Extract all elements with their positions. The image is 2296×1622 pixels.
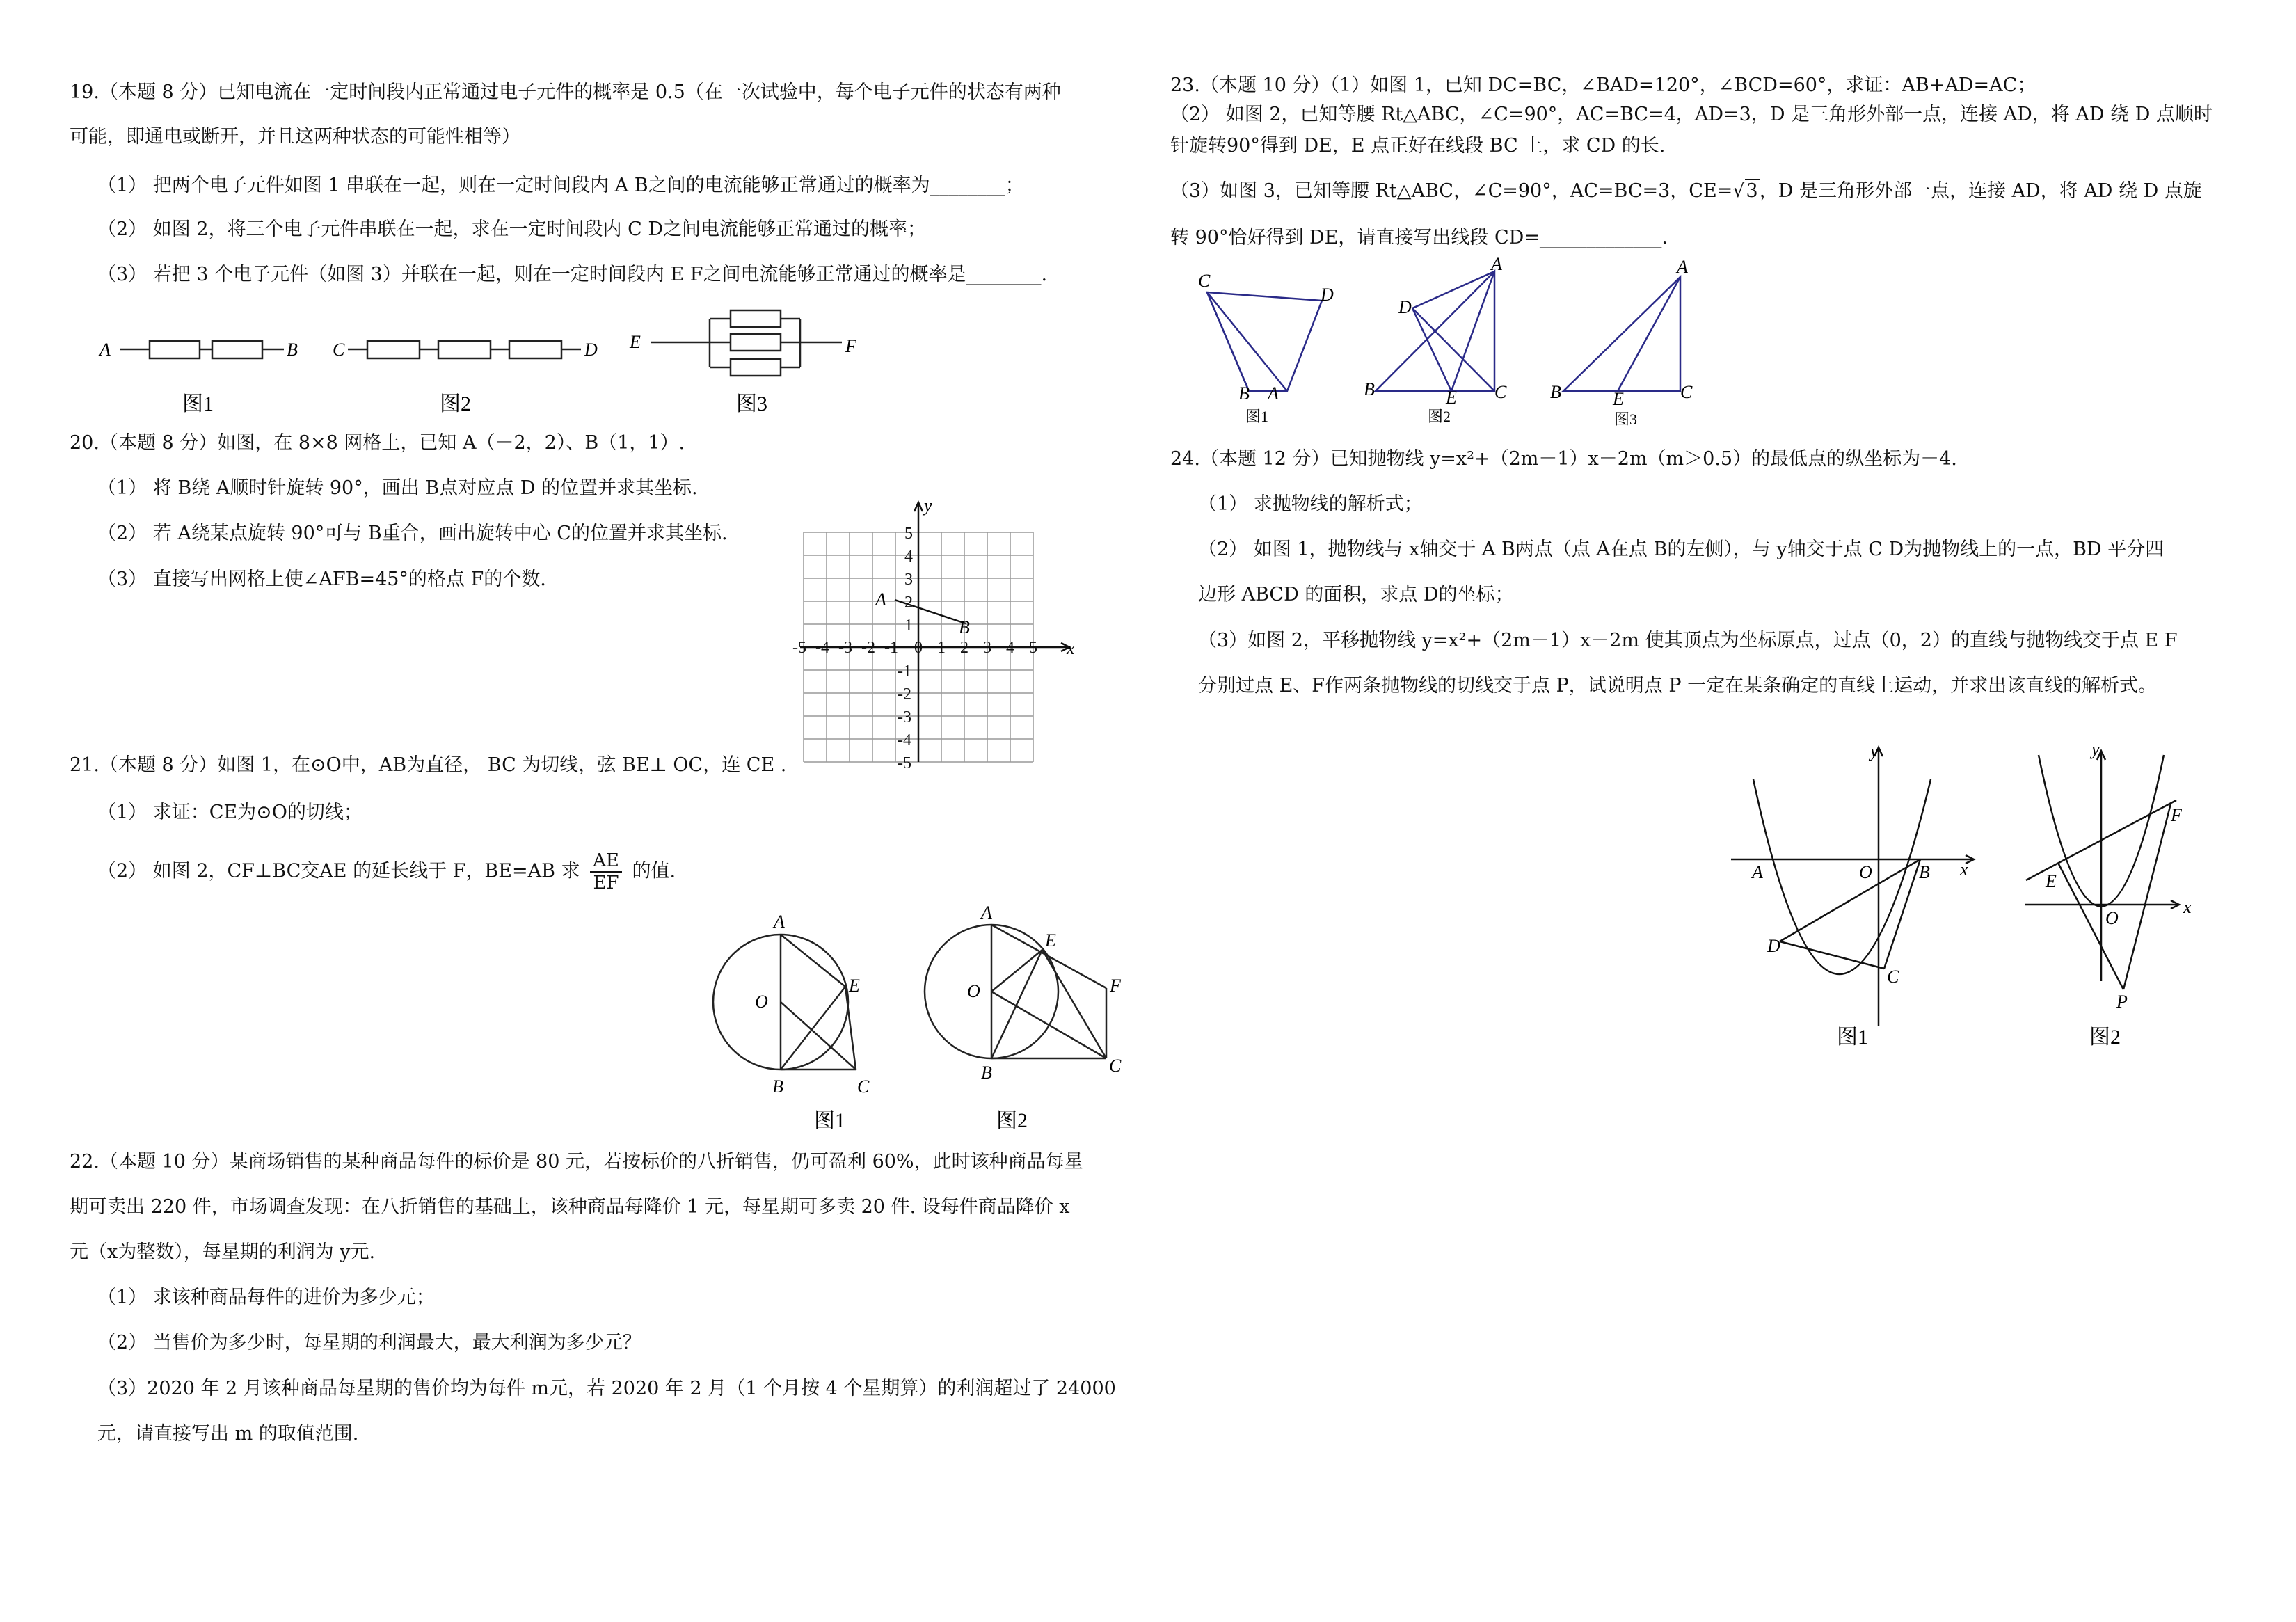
q23-line1: 23.（本题 10 分）（1）如图 1，已知 DC=BC，∠BAD=120°，∠BCD=60°，求证：AB+AD=AC； (1170, 74, 2036, 96)
q24-line1: 24.（本题 12 分）已知抛物线 y=x²+（2m－1）x－2m（m＞0.5）的最低点的纵坐标为－4. (1170, 448, 1957, 470)
grid20-y-tick: -3 (898, 708, 911, 726)
fig21-2-label-c: C (1109, 1056, 1122, 1076)
q22-part3b: 元，请直接写出 m 的取值范围. (97, 1423, 359, 1445)
q22-line1: 22.（本题 10 分）某商场销售的某种商品每件的标价是 80 元，若按标价的八折销售，仍可盈利 60%，此时该种商品每星 (70, 1151, 1083, 1172)
grid20-x-tick: 2 (960, 639, 968, 657)
q20-part1: （1） 将 B绕 A顺时针旋转 90°，画出 B点对应点 D 的位置并求其坐标. (97, 477, 698, 499)
fig24-2-y-label: y (2091, 739, 2100, 759)
grid20-y-tick: -4 (898, 731, 911, 749)
fig24-2-label-f: F (2171, 805, 2182, 825)
fig24-2-x-label: x (2183, 897, 2192, 917)
grid20-x-tick: 3 (983, 639, 991, 657)
grid20-x-tick: -4 (815, 639, 829, 657)
fig21-caption-1: 图1 (814, 1109, 845, 1132)
fig23-3-label-e: E (1613, 389, 1624, 409)
fig24-1-x-label: x (1960, 859, 1968, 880)
fig19-label-f: F (845, 336, 856, 356)
fig21-2-label-f: F (1110, 976, 1121, 996)
q21-part2-end: 的值. (632, 860, 676, 882)
fig24-1-label-a: A (1752, 862, 1763, 882)
q23-sqrt-symbol: √ (1732, 180, 1745, 202)
q20-part3: （3） 直接写出网格上使∠AFB=45°的格点 F的个数. (97, 569, 546, 590)
grid20-point-b: B (959, 617, 970, 637)
fig19-label-b: B (287, 340, 298, 360)
fig23-caption-3: 图3 (1614, 411, 1638, 428)
fig21-1-label-a: A (774, 912, 785, 932)
fig19-caption-1: 图1 (182, 392, 214, 415)
fig23-2-label-c: C (1494, 382, 1507, 402)
q23-part3a-text: （3）如图 3，已知等腰 Rt△ABC，∠C=90°，AC=BC=3，CE= (1170, 180, 1733, 202)
fig21-1-label-b: B (772, 1076, 783, 1097)
fig23-1-label-a: A (1268, 383, 1279, 404)
fig21-2-label-a: A (981, 903, 992, 923)
fig19-caption-3: 图3 (736, 392, 767, 415)
grid20-y-tick: 1 (904, 617, 913, 635)
fig23-3-label-a: A (1677, 257, 1688, 277)
q19-part3: （3） 若把 3 个电子元件（如图 3）并联在一起，则在一定时间段内 E F之间电流能够正常通过的概率是________. (97, 264, 1048, 285)
q23-part3a-end: ，D 是三角形外部一点，连接 AD，将 AD 绕 D 点旋 (1759, 180, 2202, 202)
q22-line3: 元（x为整数），每星期的利润为 y元. (70, 1241, 376, 1263)
fig23-3-label-c: C (1680, 382, 1693, 402)
fig23-3-label-b: B (1550, 382, 1561, 402)
q19-part2: （2） 如图 2，将三个电子元件串联在一起，求在一定时间段内 C D之间电流能够正常通过的概率； (97, 218, 926, 240)
fig23-2-label-d: D (1398, 297, 1412, 317)
grid20-y-label: y (924, 495, 932, 516)
grid20-y-tick: 5 (904, 525, 913, 543)
fig24-2-label-e: E (2046, 871, 2057, 891)
fig21-2-label-b: B (981, 1063, 992, 1083)
fig24-1-label-o: O (1859, 862, 1872, 882)
q24-part3b: 分别过点 E、F作两条抛物线的切线交于点 P，试说明点 P 一定在某条确定的直线上运动，并求出该直线的解析式。 (1198, 675, 2158, 697)
grid20-x-tick: 1 (937, 639, 946, 657)
q23-part3b: 转 90°恰好得到 DE，请直接写出线段 CD=_____________. (1170, 227, 1668, 248)
fig23-1-label-b: B (1238, 383, 1250, 404)
q19-line1: 19.（本题 8 分）已知电流在一定时间段内正常通过电子元件的概率是 0.5（在一次试验中，每个电子元件的状态有两种 (70, 81, 1061, 103)
fig21-1-label-c: C (857, 1076, 870, 1097)
fig23-2-label-b: B (1364, 379, 1375, 399)
fig24-caption-2: 图2 (2089, 1026, 2121, 1049)
q21-part2-text: （2） 如图 2，CF⊥BC交AE 的延长线于 F，BE=AB 求 (97, 860, 580, 882)
fig21-2-label-o: O (967, 981, 980, 1001)
fig24-1-label-d: D (1767, 936, 1780, 956)
fig23-2-label-e: E (1446, 388, 1457, 408)
fig19-label-c: C (333, 340, 345, 360)
q22-line2: 期可卖出 220 件，市场调查发现：在八折销售的基础上，该种商品每降价 1 元，每星期可多卖 20 件. 设每件商品降价 x (70, 1196, 1070, 1218)
fig23-1-label-c: C (1198, 271, 1211, 291)
grid20-y-tick: 3 (904, 571, 913, 589)
q21-fraction-denominator: EF (593, 873, 619, 893)
q22-part3a: （3）2020 年 2 月该种商品每星期的售价均为每件 m元，若 2020 年 2 月（1 个月按 4 个星期算）的利润超过了 24000 (97, 1378, 1116, 1399)
fig23-caption-1: 图1 (1245, 408, 1269, 425)
fig19-label-e: E (630, 332, 641, 352)
q20-line1: 20.（本题 8 分）如图，在 8×8 网格上，已知 A（－2，2）、B（1，1）. (70, 432, 685, 454)
q24-part2a: （2） 如图 1，抛物线与 x轴交于 A B两点（点 A在点 B的左侧），与 y轴交于点 C D为抛物线上的一点，BD 平分四 (1198, 539, 2165, 560)
q21-line1: 21.（本题 8 分）如图 1，在⊙O中，AB为直径， BC 为切线，弦 BE⊥ OC，连 CE . (70, 754, 787, 776)
q24-part3a: （3）如图 2，平移抛物线 y=x²+（2m－1）x－2m 使其顶点为坐标原点，过点（0，2）的直线与抛物线交于点 E F (1198, 630, 2178, 651)
grid20-x-tick: 4 (1006, 639, 1014, 657)
q24-part2b: 边形 ABCD 的面积，求点 D的坐标； (1198, 584, 1514, 605)
q19-part1: （1） 把两个电子元件如图 1 串联在一起，则在一定时间段内 A B之间的电流能够正常通过的概率为________； (97, 175, 1024, 196)
grid20-x-tick: 0 (914, 639, 923, 657)
fig23-1-label-d: D (1321, 285, 1334, 305)
fig19-caption-2: 图2 (440, 392, 471, 415)
fig24-caption-1: 图1 (1837, 1026, 1868, 1049)
grid20-x-tick: -5 (792, 639, 806, 657)
fig21-2-label-e: E (1045, 930, 1056, 951)
grid20-x-tick: -3 (838, 639, 852, 657)
q21-fraction-numerator: AE (590, 850, 622, 873)
grid20-x-tick: -2 (861, 639, 875, 657)
fig21-1-label-o: O (755, 992, 768, 1012)
grid20-y-tick: -5 (898, 754, 911, 772)
q24-part1: （1） 求抛物线的解析式； (1198, 493, 1423, 515)
fig19-label-a: A (99, 340, 111, 360)
q21-part1: （1） 求证：CE为⊙O的切线； (97, 802, 362, 823)
fig23-2-label-a: A (1491, 254, 1502, 274)
grid20-x-tick: -1 (884, 639, 898, 657)
grid20-x-label: x (1067, 638, 1075, 658)
q22-part1: （1） 求该种商品每件的进价为多少元； (97, 1287, 435, 1308)
q23-part2b: 针旋转90°得到 DE，E 点正好在线段 BC 上，求 CD 的长. (1170, 135, 1666, 157)
grid20-x-tick: 5 (1029, 639, 1037, 657)
grid20-y-tick: -2 (898, 685, 911, 703)
grid20-y-tick: 2 (904, 594, 913, 612)
fig24-1-label-b: B (1919, 862, 1930, 882)
q22-part2: （2） 当售价为多少时，每星期的利润最大，最大利润为多少元？ (97, 1332, 641, 1353)
q20-part2: （2） 若 A绕某点旋转 90°可与 B重合，画出旋转中心 C的位置并求其坐标. (97, 523, 728, 544)
q23-part2a: （2） 如图 2，已知等腰 Rt△ABC，∠C=90°，AC=BC=4，AD=3，D 是三角形外部一点，连接 AD，将 AD 绕 D 点顺时 (1170, 104, 2213, 125)
fig21-1-label-e: E (849, 976, 860, 996)
q19-line2: 可能，即通电或断开，并且这两种状态的可能性相等） (70, 126, 520, 148)
fig24-1-label-c: C (1887, 967, 1899, 987)
grid20-point-a: A (875, 589, 886, 610)
fig23-caption-2: 图2 (1428, 408, 1451, 425)
grid20-y-tick: -1 (898, 662, 911, 681)
fig24-2-label-p: P (2116, 992, 2128, 1012)
fig21-caption-2: 图2 (996, 1109, 1028, 1132)
fig24-2-label-o: O (2105, 908, 2119, 928)
fig24-1-y-label: y (1870, 741, 1879, 761)
q23-sqrt-radicand: 3 (1746, 180, 1758, 202)
grid20-y-tick: 4 (904, 548, 913, 566)
fig19-label-d: D (584, 340, 598, 360)
